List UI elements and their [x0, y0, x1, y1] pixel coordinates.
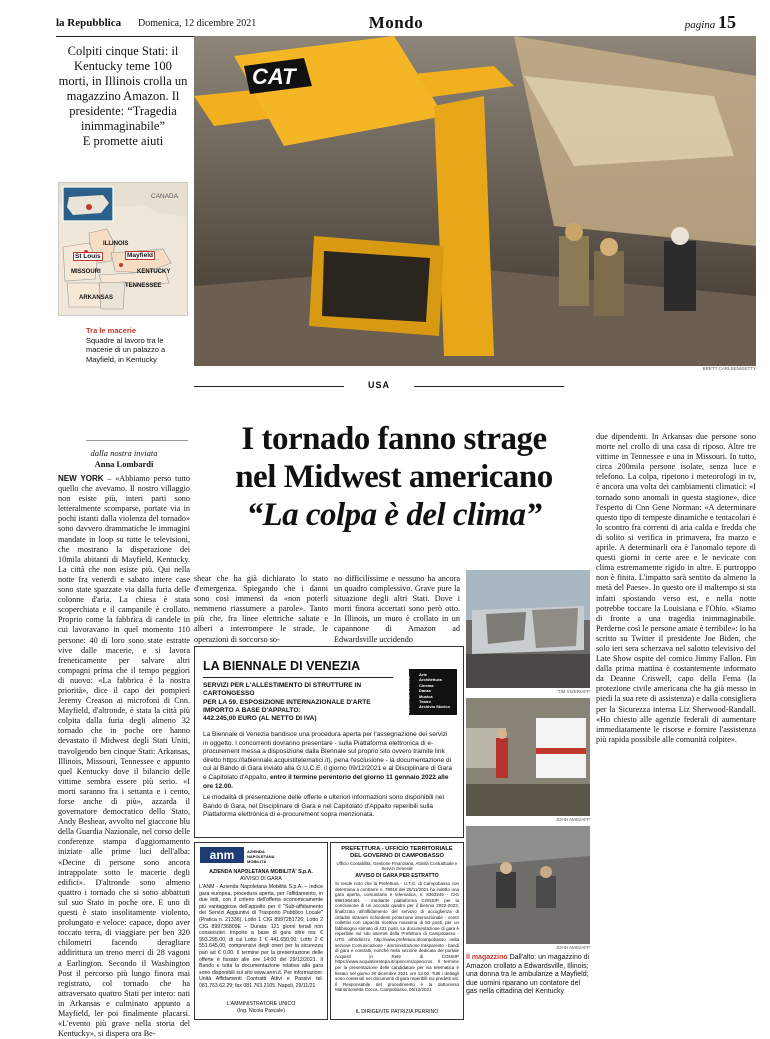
issue-date: Domenica, 12 dicembre 2021 — [138, 18, 257, 29]
photo-ambulances-mayfield — [466, 698, 590, 816]
kicker-rule-right — [414, 386, 564, 387]
ad-biennale-body-text: La Biennale di Venezia bandisce una procedura aperta per l'assegnazione dei servizi in oggetto. I concorrenti dovranno presentare - sulla Piattaforma elettronica di e-procurement messa a disposizione dalla Biennale sul proprio sito ovvero tramite link diretto https://labiennale.acquistitelematici.it), pena l'esclusione - la documentazione di cui al Bando di Gara inviato alla G.U.C.E. il giorno 09/12/2021 e al Disciplinare di Gara e Capitolato d'Appalto, — [203, 731, 452, 781]
newspaper-name: la Repubblica — [56, 17, 122, 29]
article-column-3: no difficilissime e nessuno ha ancora un quadro complessivo. Grave pure la situazione degli altri Stati. Dove i morti finora accertati sono però otto. In Illinois, un muro è crollato in un capannone di Amazon ad Edwardsville uccidendo — [334, 574, 460, 644]
main-photo-caption — [86, 326, 190, 364]
caption-text: Squadre al lavoro tra le macerie di un palazzo a Mayfield, in Kentucky — [86, 335, 166, 364]
photo-gas-meter-repair — [466, 826, 590, 944]
map-label-mayfield: Mayfield — [127, 252, 154, 259]
map-label-canada: CANADA — [151, 193, 179, 200]
article-column-4-top: due dipendenti. In Arkansas due persone sono morte nel crollo di una casa di riposo. Altre tre vittime in Tennessee e una in Missouri. In tutto, circa 200mila persone isolate, senza luce e telefono. La colpa, ripetono i meteorologi in tv, è ancora una volta dei cambiamenti climatici: «I tornado sono anomali in questa stagione», dice l'esperto di Cnn Gene Norman: «A determinare questo tipo di tempeste dinamiche e tentacolari è lo scontro fra correnti di aria calda e fredda che di solito si verifica in primavera, fra marzo e aprile. A determinarli ora è l'anomalo tepore di questi giorni in certe aree e le nevicate con clima estremamente rigido in altre. E purtroppo non è finita. L'impatto sarà sentito da almeno la metà del Paese». In questo ore il maltempo si sta infatti spostando verso est, e nella notte potrebbe toccare la Louisiana e l'Ohio. «Siamo di fronte a una tragedia inimmaginabile. Perderne così le persone amate è terribile»: lo ha scritto su Twitter il presidente Joe Biden, che solo ieri sera scherzava nel salotto televisivo del Late Show ospite del comico Jimmy Fallon. Fin dalla prima mattina è costantemente informato da Deanne Criswell, capo della Fema (la protezione civile americana che ha già messo in piedi la sua rete di assistenza) e dalla consigliera per la Sicurezza interna Liz Sherwood-Randall. «Ho chiesto alle agenzie federali di aumentare immediatamente le risorse e fornire l'assistenza più rapida possibile alle comunità colpite». — [596, 432, 756, 744]
prefettura-title: PREFETTURA - UFFICIO TERRITORIALE DEL GOVERNO DI CAMPOBASSO — [341, 846, 453, 859]
ad-biennale — [194, 646, 464, 838]
ad-biennale-sub4: 442.245,00 EURO (AL NETTO DI IVA) — [203, 715, 317, 723]
caption-label: Tra le macerie — [86, 326, 137, 335]
anm-logo-sub: AZIENDA NAPOLETANA MOBILITÀ — [247, 849, 275, 864]
biennale-logo-item: Teatro — [419, 699, 431, 705]
lead-promise: E promette aiuti — [82, 134, 164, 148]
photo-amazon-warehouse — [466, 570, 590, 688]
section-kicker: USA — [367, 380, 390, 390]
anm-sign-name: (Ing. Nicola Pascale) — [237, 1008, 285, 1014]
biennale-logo-side: La Biennale di Venezia — [407, 676, 411, 713]
ad-biennale-title: LA BIENNALE DI VENEZIA — [203, 659, 361, 673]
ad-biennale-sub1: SERVIZI PER L'ALLESTIMENTO DI STRUTTURE IN CARTONGESSO — [203, 682, 362, 698]
byline-rule — [86, 440, 188, 441]
main-photo-tornado-debris — [194, 36, 756, 366]
prefettura-avviso: AVVISO DI GARA PER ESTRATTO — [355, 873, 439, 879]
section-title: Mondo — [368, 13, 424, 32]
prefettura-sign: IL DIRIGENTE PATRIZIA PERRINO — [355, 1009, 439, 1015]
map-label-tennessee: TENNESSEE — [125, 283, 162, 289]
headline-quote: “La colpa è del clima” — [246, 497, 542, 533]
anm-title: AVVISO DI GARA — [240, 876, 282, 882]
right-photos-caption — [466, 954, 592, 997]
location-map — [58, 182, 188, 316]
article-col1-text: – «Abbiamo perso tutto quello che avevamo. Il nostro villaggio non esiste più, interi parti sono letteralmente scomparse, portate via in pochi istanti dalla violenza del tornado» sono davvero drammatiche le immagini mandate in loop su tutte le televisioni, che mostrano la disperazione dei 10mila abitanti di Mayfield, Kentucky. La città che non esiste più. Qui nella notte fra venerdi e sabato intere case sono state spazzate via dalla furia delle colonne d'aria. La chiesa è stata scoperchiata e il campanile è crollato. Proprio come la fabbrica di candele in cui lavoravano in quel momento 110 persone: 40 di loro sono state estratte vive dalle macerie, e si lavora freneticamente per salvare altri compagni prima che il tempo peggiori di nuovo: «La fabbrica è la nostra priorità», dice il capo dei pompieri Jeremy Creason ai microfoni di Cnn. Mayfield, d'altronde, è stata la città più colpita dalla furia degli almeno 32 tornado che in poche ore hanno devastato il Midwest degli Stati Uniti, travolgendo ben cinque Stati: Arkansas, Illinois, Missouri, Tennessee e appunto quel Kentucky dove il bilancio delle vittime sembra essere più serio. «I morti saranno fra i settanta e i cento, forse anche di più», azzarda il governatore democratico dello Stato, Andy Beshear, avvolto nel giaccone blu della Guardia Nazionale, nel corso delle conferenze stampa d'aggiornamento iniziate alle prime luci dell'alba: «Decine di persone sono ancora intrappolate sotto le macerie degli edifici». D'altronde sono almeno quattro i tornado che si sono abbattuti sul suo Stato in poche ore. E uno di questi è stato insolitamente violento, prolungato e veloce: capace, dopo aver toccato terra, di viaggiare per ben 320 chilometri facendo deragliare addirittura un treno merci di 28 vagoni a Earlington. Secondo il Washington Post il percorso più lungo finora mai registrato, col tornado che ha attraversato quattro Stati per intero: nati in Arkansas e culminato appunto a Mayfield, ler poi finalmente placarsi. «L'evento più grave nella storia del Kentucky», si dispera ora Be- — [58, 474, 191, 1039]
biennale-logo-item: Archivio Storico — [419, 704, 450, 710]
masthead — [56, 14, 736, 37]
page-number: pagina 15 — [684, 12, 736, 32]
headline — [194, 420, 594, 534]
map-label-kentucky: KENTUCKY — [137, 269, 171, 275]
photo-ambulances-graphic — [466, 698, 590, 816]
ad-prefettura — [330, 842, 464, 1020]
biennale-logo-item: Danza — [419, 688, 431, 694]
cat-logo-text: CAT — [252, 64, 296, 89]
right-caption-text: Dall'alto: un magazzino di Amazon crollato a Edwardsville, Illinois; una donna tra le ambulanze a Mayfield; due uomini riparano un contatore del gas nella cittadina del Kentucky — [466, 954, 590, 996]
prefettura-body: Si rende noto che la Prefettura - U.T.G. di Campobasso con determina a contrarre n. 78916 del 25/11/2021 ha indetto una gara aperta, comunitaria e telematica, n. 8363246 - CIG 8981964361 - mediante piattaforma CONSIP, per la conclusione di un accordo quadro per il biennio 2022-2023, finalizzato all'affidamento del servizio di accoglienza di cittadini stranieri richiedenti protezione internazionale - centri collettivi con capacità ricettiva massima di 50 posti, per un fabbisogno stimato di 431 posti. La documentazione di gara è reperibile sul sito internet della Prefettura di Campobasso - UTG all'indirizzo http://www.prefettura.it/campobasso nella sezione Comunicazione - amministrazione trasparente - bandi di gara e contratti, nonché nella sezione dedicata del portale Acquisti in Rete di CONSIP https://www.acquistinretepa.it/opencms/opencms. Il termine per la presentazione delle candidature per via telematica è fissato nel giorno 30 dicembre 2021 ore 13.00. Tutti i dettagli sono contenuti nei documenti di gara reperibili sui predetti siti. Il Responsabile del procedimento è la dottoressa Mariantonietta Cocca. Campobasso, 06/12/2021 — [335, 881, 459, 993]
anm-company: AZIENDA NAPOLETANA MOBILITÀ' S.p.A. — [209, 869, 313, 875]
right-caption-label: Il magazzino — [466, 954, 508, 961]
byline-author: Anna Lombardi — [94, 459, 154, 469]
biennale-logo-item: Arte — [419, 672, 428, 677]
photo-gas-meter-graphic — [466, 826, 590, 944]
ad-anm — [194, 842, 328, 1020]
lead-summary — [58, 44, 188, 149]
ad-biennale-deadline: entro il termine perentorio del giorno 11 gennaio 2022 alle ore 12.00. — [203, 773, 449, 790]
map-label-st-louis: St Louis — [75, 253, 101, 260]
prefettura-sub: Ufficio Contabilità, Gestione Finanziaria, Attività Contrattuale e Servizi Generali — [336, 861, 458, 872]
ad-biennale-sub3: IMPORTO A BASE D'APPALTO: — [203, 706, 301, 714]
photo3-credit: JOHN AMIS/AFP — [555, 945, 590, 950]
ad-biennale-subtitle — [203, 682, 403, 723]
ad-biennale-body — [203, 731, 453, 820]
ad-biennale-rule — [203, 677, 393, 678]
main-photo-credit: BRETT CARLSEN/GETTY — [702, 366, 756, 371]
anm-body: L'ANM - Azienda Napoletana Mobilità S.p.A. – indice gara europea, procedura aperta, per l'affidamento, in due lotti, con il criterio dell'offerta economicamente più vantaggiosa dell'appalto per il "Sub-affidamento dei Servizi Aggiuntivi di Trasporto Pubblico Locale" (Pratica n. 21336). Lotto 1 CIG 8997281726; Lotto 2 CIG 899736809E – Durata: 121 giorni feriali non consecutivi. Importo a base di gara oltre iva: € 993.295,00, di cui Lotto 1 € 441.650,00; Lotto 2 € 551.645,00, comprensivi degli oneri per la sicurezza pari ad € 0,00. Il termine per la presentazione delle offerte è fissato alle ore 14:00 del 29/12/2021. Il Bando e tutta la documentazione relativa alla gara sono disponibili sul sito www.anm.it. Per informazioni: Unità Affidamenti Contratti Attivi e Passivi tel. 081.763.62.29; fax 081.763.2105. Napoli, 29/11/21 — [199, 884, 323, 989]
anm-sign-title: L'AMMINISTRATORE UNICO — [226, 1001, 296, 1007]
photo2-credit: JOHN AMIS/AFP — [555, 817, 590, 822]
biennale-logo-list — [419, 672, 450, 710]
byline-from: dalla nostra inviata — [90, 448, 158, 458]
ad-biennale-body2: Le modalità di presentazione delle offerte e ulteriori informazioni sono disponibili nel Bando di Gara, nel Disciplinare di Gara e nel Capitolato d'Appalto reperibili sulla Piattaforma elettronica di e-procurement sopra menzionata. — [203, 794, 444, 819]
biennale-logo-item: Cinema — [419, 682, 434, 688]
photo-amazon-graphic — [466, 570, 590, 688]
photo1-credit: TIM VIZER/AFP — [557, 689, 590, 694]
headline-line-1: I tornado fanno strage — [241, 421, 547, 457]
lead-text: Colpiti cinque Stati: il Kentucky teme 100 morti, in Illinois crolla un magazzino Amazon. Il presidente: “Tragedia inimmaginabile” — [58, 44, 188, 133]
map-label-arkansas: ARKANSAS — [79, 295, 114, 301]
biennale-logo — [409, 669, 457, 715]
biennale-logo-item: Architettura — [419, 677, 442, 683]
biennale-logo-item: Musica — [419, 693, 433, 699]
map-label-missouri: MISSOURI — [71, 269, 101, 275]
article-column-2: shear che ha già dichiarato lo stato d'emergenza. Spiegando che i danni sono cosi immensi da «non poterli nemmeno riassumere a parole». Tanto più che, fra linee elettriche saltate e alberi a interrompere le strade, le operazioni di soccorso so- — [194, 574, 328, 644]
map-label-illinois: ILLINOIS — [103, 241, 129, 247]
headline-line-2: nel Midwest americano — [235, 459, 553, 495]
ad-biennale-sub2: PER LA 59. ESPOSIZIONE INTERNAZIONALE D'ARTE — [203, 698, 371, 706]
anm-logo: anm — [200, 847, 244, 863]
article-dateline: NEW YORK — [58, 474, 104, 483]
byline — [60, 448, 188, 470]
article-column-1 — [58, 474, 191, 1039]
